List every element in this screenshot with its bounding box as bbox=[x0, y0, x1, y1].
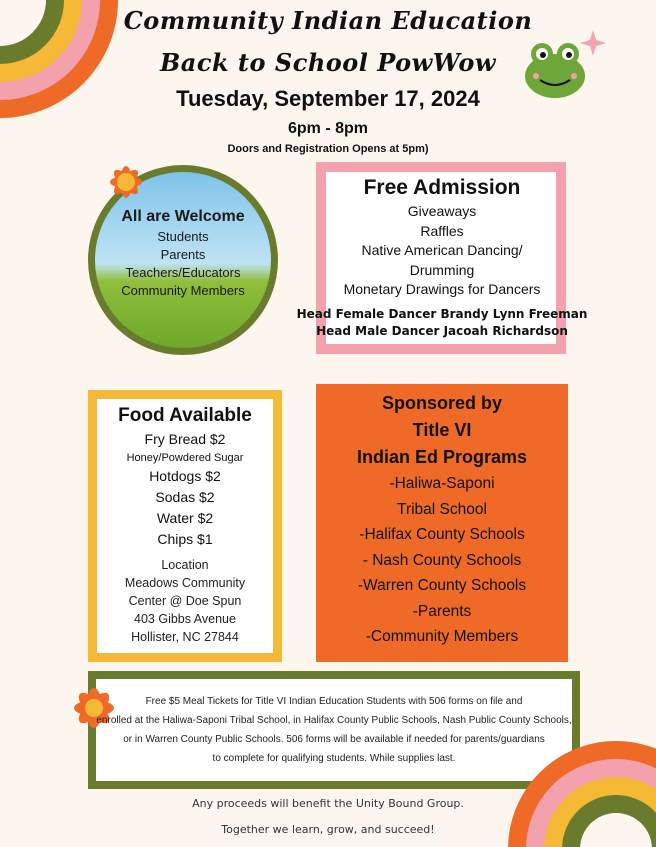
sponsor-item: -Warren County Schools bbox=[357, 577, 527, 594]
title-line-1: Community Indian Education bbox=[123, 6, 533, 35]
food-text bbox=[88, 405, 282, 646]
head-male-dancer: Head Male Dancer Jacoah Richardson bbox=[316, 323, 568, 338]
admission-item: Raffles bbox=[420, 222, 464, 239]
admission-item: Giveaways bbox=[407, 203, 477, 219]
footer-proceeds: Any proceeds will benefit the Unity Bound Group. bbox=[192, 797, 464, 810]
title-line-2: Back to School PowWow bbox=[160, 48, 496, 77]
admission-item: Drumming bbox=[409, 261, 475, 278]
welcome-title: All are Welcome bbox=[121, 208, 245, 225]
location-line: Hollister, NC 27844 bbox=[131, 630, 239, 644]
sponsor-text bbox=[316, 390, 568, 650]
location-line: 403 Gibbs Avenue bbox=[134, 612, 236, 626]
location-line: Meadows Community bbox=[124, 576, 246, 590]
food-item: Chips $1 bbox=[157, 531, 213, 547]
sponsor-title: Title VI bbox=[412, 420, 472, 440]
welcome-item: Community Members bbox=[121, 283, 245, 298]
head-dancers bbox=[292, 306, 592, 340]
welcome-text bbox=[88, 208, 278, 300]
location bbox=[88, 556, 282, 646]
sponsor-item: -Parents bbox=[412, 602, 472, 620]
meal-line: to complete for qualifying students. While supplies last. bbox=[212, 753, 456, 764]
meal-line: or in Warren County Public Schools. 506 forms will be available if needed for parents/guardians bbox=[123, 734, 545, 745]
flower-icon bbox=[96, 152, 156, 212]
food-item: Hotdogs $2 bbox=[149, 468, 221, 484]
sponsor-item: -Haliwa-Saponi bbox=[389, 475, 495, 492]
meal-line: enrolled at the Haliwa-Saponi Tribal School, in Halifax County Public Schools, Nash Public County Schools, bbox=[96, 715, 572, 726]
welcome-item: Students bbox=[157, 229, 209, 244]
food-item: Water $2 bbox=[156, 510, 214, 526]
food-item-note: Honey/Powdered Sugar bbox=[126, 452, 244, 464]
meal-text bbox=[92, 692, 576, 768]
location-line: Center @ Doe Spun bbox=[128, 594, 242, 608]
footer-tagline: Together we learn, grow, and succeed! bbox=[221, 823, 435, 836]
admission-item: Native American Dancing/ bbox=[361, 242, 523, 258]
head-female-dancer: Head Female Dancer Brandy Lynn Freeman bbox=[296, 306, 588, 321]
sponsor-item: -Community Members bbox=[365, 628, 519, 645]
sponsor-item: - Nash County Schools bbox=[362, 551, 522, 569]
doors-note: Doors and Registration Opens at 5pm) bbox=[227, 143, 429, 155]
sponsor-title: Indian Ed Programs bbox=[356, 447, 528, 467]
sponsor-item: Tribal School bbox=[397, 500, 487, 518]
admission-title: Free Admission bbox=[363, 176, 521, 199]
admission-item: Monetary Drawings for Dancers bbox=[343, 281, 541, 297]
welcome-item: Teachers/Educators bbox=[125, 265, 241, 280]
welcome-item: Parents bbox=[160, 247, 206, 262]
food-item: Sodas $2 bbox=[155, 489, 215, 505]
sponsor-title: Sponsored by bbox=[381, 393, 502, 413]
food-title: Food Available bbox=[118, 405, 252, 426]
location-line: Location bbox=[161, 558, 209, 572]
sponsor-item: -Halifax County Schools bbox=[359, 526, 525, 543]
event-time: 6pm - 8pm bbox=[287, 120, 368, 137]
meal-line: Free $5 Meal Tickets for Title VI Indian Education Students with 506 forms on file and bbox=[145, 696, 523, 707]
admission-text bbox=[292, 176, 592, 340]
event-date: Tuesday, September 17, 2024 bbox=[176, 86, 480, 111]
food-item: Fry Bread $2 bbox=[144, 431, 226, 447]
